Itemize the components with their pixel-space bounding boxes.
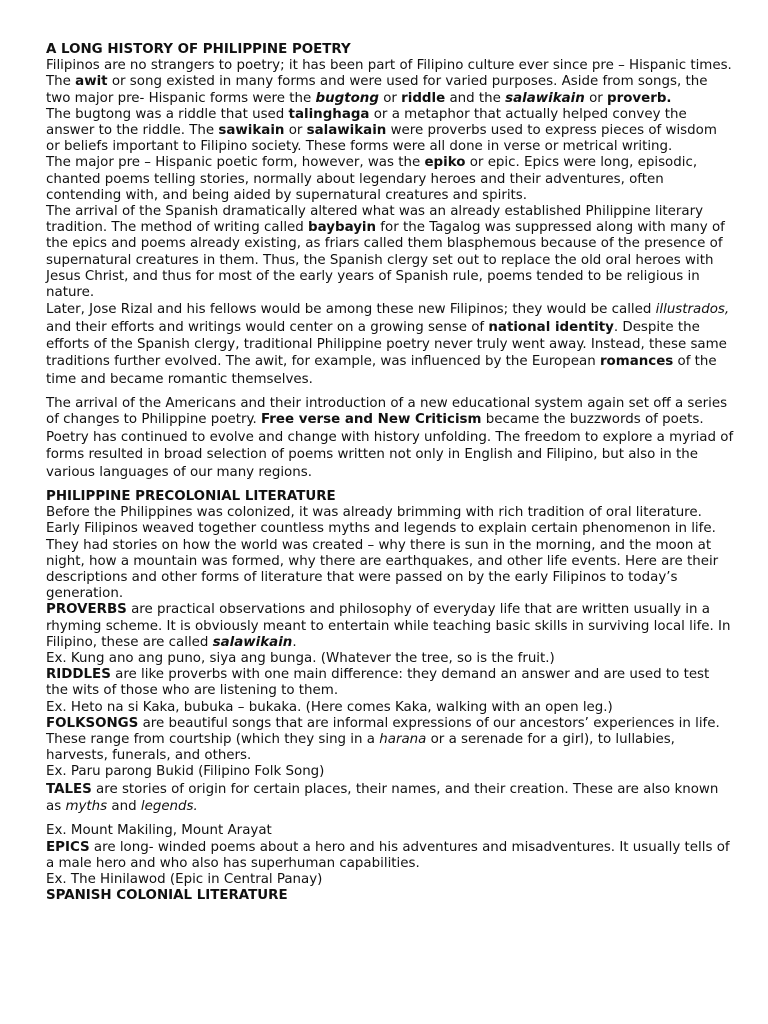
term-proverbs: PROVERBS xyxy=(46,602,127,618)
term-awit: awit xyxy=(75,74,108,90)
term-free-verse: Free verse and New Criticism xyxy=(261,412,482,428)
paragraph-proverbs: PROVERBS are practical observations and philosophy of everyday life that are written usually in a rhyming scheme. It is obviously meant to entertain while teaching basic skills in surviving local life. In Filipino, these are called salawikain. xyxy=(46,602,731,650)
term-myths: myths xyxy=(65,798,108,814)
paragraph-tales: TALES are stories of origin for certain places, their names, and their creation. These are also known as myths and legends. xyxy=(46,781,719,814)
section-heading-spanish: SPANISH COLONIAL LITERATURE xyxy=(46,888,288,904)
term-salawikain: salawikain xyxy=(505,90,585,106)
term-salawikain-3: salawikain xyxy=(212,634,293,650)
term-tales: TALES xyxy=(46,781,92,797)
term-talinghaga: talinghaga xyxy=(288,106,370,122)
paragraph-spanish-arrival: The arrival of the Spanish dramatically altered what was an already established Philippine literary tradition. The method of writing called baybayin for the Tagalog was suppressed along with many of the epics and poems already existing, as friars called them blasphemous because of the presence of supernatural creatures in them. Thus, the Spanish clergy set out to replace the old oral heroes with Jesus Christ, and thus for most of the early years of Spanish rule, poems tended to be religious in nature. xyxy=(46,204,725,301)
term-romances: romances xyxy=(599,354,674,370)
term-legends: legends. xyxy=(140,798,198,814)
paragraph-evolution: Poetry has continued to evolve and change with history unfolding. The freedom to explore a myriad of forms resulted in broad selection of poems written not only in English and Filipino, but also in the various languages of our many regions. xyxy=(46,429,734,480)
paragraph-rizal: Later, Jose Rizal and his fellows would be among these new Filipinos; they would be called illustrados, and their efforts and writings would center on a growing sense of national identity. Despite the efforts of the Spanish clergy, traditional Philippine poetry never truly went away. Instead, these same traditions further evolved. The awit, for example, was influenced by the European romances of the time and became romantic themselves. xyxy=(46,302,730,387)
term-epics: EPICS xyxy=(46,839,90,855)
example-epics: Ex. The Hinilawod (Epic in Central Panay) xyxy=(46,871,323,887)
term-illustrados: illustrados, xyxy=(655,302,730,318)
section-heading-precolonial: PHILIPPINE PRECOLONIAL LITERATURE xyxy=(46,488,336,504)
term-salawikain-2: salawikain xyxy=(306,123,387,139)
term-sawikain: sawikain xyxy=(218,123,285,139)
paragraph-folksongs: FOLKSONGS are beautiful songs that are informal expressions of our ancestors’ experiences in life. These range from courtship (which they sing in a harana or a serenade for a girl), to lullabies, harvests, funerals, and others. xyxy=(46,715,720,764)
example-tales: Ex. Mount Makiling, Mount Arayat xyxy=(46,823,272,839)
example-riddles: Ex. Heto na si Kaka, bubuka – bukaka. (Here comes Kaka, walking with an open leg.) xyxy=(46,699,613,715)
term-folksongs: FOLKSONGS xyxy=(46,715,139,731)
paragraph-americans: The arrival of the Americans and their introduction of a new educational system again set off a series of changes to Philippine poetry. Free verse and New Criticism became the buzzwords of poets. xyxy=(46,396,728,428)
term-proverb: proverb. xyxy=(607,90,672,106)
term-baybayin: baybayin xyxy=(308,220,377,236)
section-heading-history: A LONG HISTORY OF PHILIPPINE POETRY xyxy=(46,42,351,57)
term-epiko: epiko xyxy=(424,155,466,171)
paragraph-bugtong: The bugtong was a riddle that used talinghaga or a metaphor that actually helped convey the answer to the riddle. The sawikain or salawikain were proverbs used to express pieces of wisdom or beliefs important to Filipino society. These forms were all done in verse or metrical writing. xyxy=(46,106,717,155)
term-riddle: riddle xyxy=(401,90,446,106)
paragraph-precolonial-intro: Before the Philippines was colonized, it was already brimming with rich tradition of oral literature. Early Filipinos weaved together countless myths and legends to explain certain phenomenon in life. They had stories on how the world was created – why there is sun in the morning, and the moon at night, how a mountain was formed, why there are earthquakes, and other life events. Here are their descriptions and other forms of literature that were passed on by the early Filipinos to today’s generation. xyxy=(46,505,719,602)
term-bugtong: bugtong xyxy=(315,90,379,106)
paragraph-riddles: RIDDLES are like proverbs with one main difference: they demand an answer and are used to test the wits of those who are listening to them. xyxy=(46,667,710,699)
paragraph-epics: EPICS are long- winded poems about a hero and his adventures and misadventures. It usually tells of a male hero and who also has superhuman capabilities. xyxy=(46,839,730,871)
term-harana: harana xyxy=(379,731,427,747)
example-proverbs: Ex. Kung ano ang puno, siya ang bunga. (Whatever the tree, so is the fruit.) xyxy=(46,650,555,666)
paragraph-epiko: The major pre – Hispanic poetic form, however, was the epiko or epic. Epics were long, episodic, chanted poems telling stories, normally about legendary heroes and their adventures, often contending with, and being aided by supernatural creatures and spirits. xyxy=(46,155,698,203)
term-national-identity: national identity xyxy=(488,319,614,335)
paragraph-awit: Filipinos are no strangers to poetry; it has been part of Filipino culture ever since pre – Hispanic times. The awit or song existed in many forms and were used for varied purposes. Aside from songs, the two major pre- Hispanic forms were the bugtong or riddle and the salawikain or proverb. xyxy=(46,58,732,106)
example-folksongs: Ex. Paru parong Bukid (Filipino Folk Song) xyxy=(46,764,325,780)
term-riddles: RIDDLES xyxy=(46,667,111,683)
